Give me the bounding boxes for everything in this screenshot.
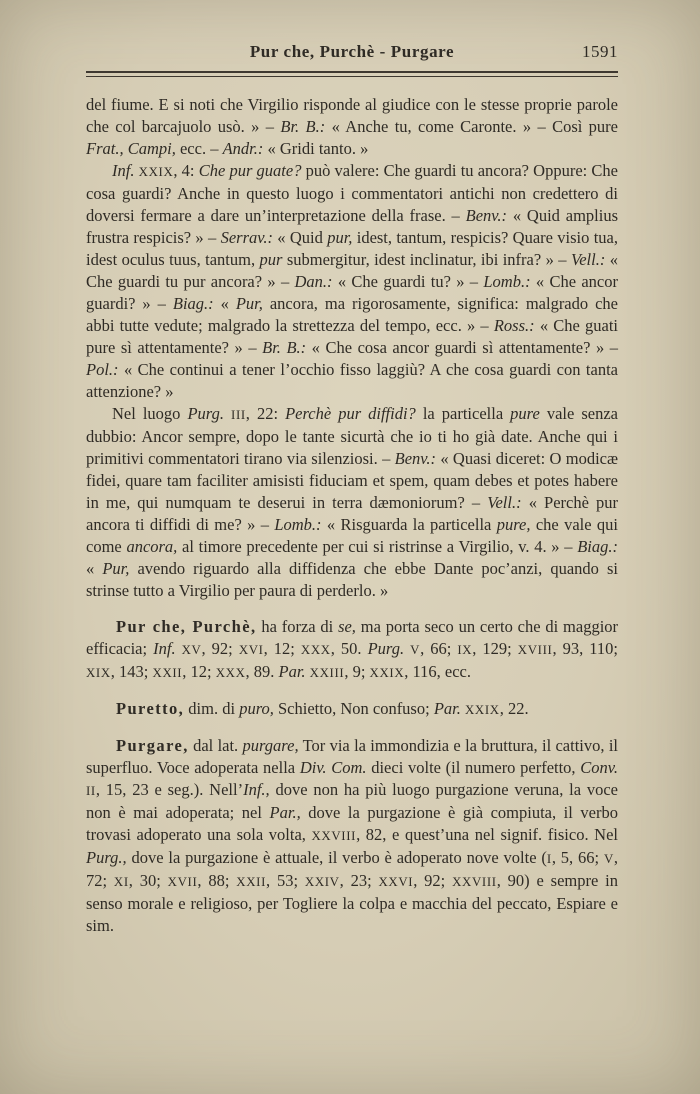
text-segment: che vale qui come (86, 515, 618, 556)
text-segment: , 22. (499, 699, 529, 718)
text-segment: « Anche tu, come Caronte. » – Così pure (325, 117, 619, 136)
text-segment: « Gridi tanto. » (263, 139, 369, 158)
text-segment: idest, tantum, respicis? Quare visio tua, idest oculus tuus, tantum, (86, 228, 618, 269)
text-segment: Tor via la immondizia e la bruttura, il cattivo, il superfluo. Voce adoperata nella (86, 736, 618, 777)
text-segment: II (86, 784, 96, 798)
text-segment: pure, (496, 515, 531, 534)
text-segment: « (86, 559, 103, 578)
text-segment: , 5, 66; (551, 848, 604, 867)
text-segment: del fiume. E si noti che Virgilio risponde al giudice con le stesse proprie parole che col barcajuolo usò. » – (86, 95, 618, 136)
text-segment: dove la purgazione è attuale, il verbo è adoperato nove volte ( (126, 848, 547, 867)
text-segment: avendo riguardo alla diffidenza che ebbe Dante poc’anzi, quando si strinse tutto a Virgilio per paura di perderlo. » (86, 559, 618, 600)
text-segment: XV (181, 643, 202, 657)
entry-purgare (86, 735, 618, 937)
text-segment: , 15, 23 e seg.). Nell’ (95, 780, 244, 799)
text-segment: dove non ha più luogo purgazione veruna, la voce non è mai adoperata; nel (86, 780, 619, 822)
text-segment: XXIX (138, 165, 174, 179)
text-segment: ecc. – (175, 139, 223, 158)
entry-headword: Pur che, Purchè, (116, 617, 257, 636)
text-segment: la particella (415, 404, 511, 423)
text-segment: Andr.: (222, 139, 264, 158)
text-segment: , 88; (197, 871, 237, 890)
text-segment: , 93, 110; (552, 639, 619, 658)
text-segment: Che pur guate? (198, 161, 302, 180)
rule-line-thick (86, 71, 618, 73)
text-segment: Vell.: (487, 493, 522, 512)
text-segment: XXX (215, 666, 246, 680)
text-segment: , 143; (110, 662, 153, 681)
text-segment: Pol.: (86, 360, 119, 379)
text-segment: « Che guardi tu pur ancora? » – (86, 250, 618, 291)
text-segment: dim. di (184, 699, 240, 718)
text-segment: XXIV (304, 875, 340, 889)
text-segment: , 129; (472, 639, 518, 658)
text-segment: Vell.: (570, 250, 606, 269)
text-segment: Br. B.: (280, 117, 326, 136)
text-segment: Lomb.: (483, 272, 531, 291)
text-segment: Conv. (580, 758, 618, 777)
page-number: 1591 (582, 42, 618, 61)
text-segment: , 50. (330, 639, 368, 658)
text-segment: « Quid (272, 228, 328, 247)
text-segment: , 66; (420, 639, 458, 658)
text-segment: Purg. (367, 639, 405, 658)
text-segment: XXVIII (452, 875, 497, 889)
text-segment (224, 404, 231, 423)
text-segment: Purg., (86, 848, 127, 867)
text-segment: Frat., Campi, (86, 139, 176, 158)
text-segment: al timore precedente per cui si ristrinse a Virgilio, v. 4. » – (177, 537, 578, 556)
text-segment: XXIX (465, 703, 500, 717)
text-segment: Dan.: (294, 272, 333, 291)
text-segment: Inf. (112, 161, 135, 180)
paragraph-inf-xxix (86, 160, 618, 403)
text-segment: XIX (86, 666, 111, 680)
text-segment: XXVI (378, 875, 414, 889)
text-segment: XVI (238, 643, 264, 657)
text-segment: , 12; (263, 639, 301, 658)
text-segment: Br. B.: (262, 338, 307, 357)
header-double-rule (86, 71, 618, 77)
text-segment: XVII (167, 875, 198, 889)
entry-pur-che-purche (86, 616, 618, 684)
text-segment: IX (457, 643, 473, 657)
entry-headword: Purgare, (116, 736, 189, 755)
text-segment: XXII (152, 666, 183, 680)
text-segment: puro, (239, 699, 274, 718)
text-segment: , 12; (182, 662, 216, 681)
text-segment: dove la purgazione è già compiuta, il verbo trovasi adoperato una sola volta, (86, 803, 618, 844)
text-segment: può valere: Che guardi tu ancora? Oppure: Che cosa guardi? Anche in questo luogo i commentatori antichi non credettero di doversi fermare a dare un’interpretazione della frase. – (86, 161, 618, 225)
text-block (86, 94, 618, 937)
text-segment: , 116, ecc. (404, 662, 471, 681)
text-segment: « Che guati pure sì attentamente? » – (86, 316, 618, 357)
text-segment: XXIII (309, 666, 345, 680)
text-segment: , 82, e quest’una nel signif. fisico. Nel (356, 825, 618, 844)
text-segment: XXX (300, 643, 331, 657)
text-segment: , 30; (128, 871, 168, 890)
text-segment: « Che cosa ancor guardi sì attentamente? » – (306, 338, 618, 357)
paragraph-continuation (86, 94, 618, 160)
text-segment: Biag.: (577, 537, 618, 556)
text-segment: submergitur, idest inclinatur, ibi infra? » – (282, 250, 571, 269)
text-segment: « Che continui a tener l’occhio fisso laggiù? A che cosa guardi con tanta attenzione? » (86, 360, 618, 401)
text-segment: Serrav.: (220, 228, 273, 247)
text-segment: « (213, 294, 236, 313)
text-segment: , 72; (86, 848, 618, 890)
text-segment: Par. (433, 699, 461, 718)
text-segment: Inf., (243, 780, 270, 799)
text-segment: , 90) e sempre in senso morale e religioso, per Togliere la colpa e macchia del peccato, Espiare e sim. (86, 871, 618, 935)
text-segment: vale senza dubbio: Ancor sempre, dopo le tante sicurtà che io ti ho già date. Anche qui i primitivi commentatori tirano via silenziosi. – (86, 404, 618, 468)
text-segment: , 92; (201, 639, 239, 658)
text-segment: Benv.: (394, 449, 437, 468)
text-segment: Benv.: (465, 206, 508, 225)
text-segment: XI (113, 875, 129, 889)
text-segment: « Che guardi tu? » – (332, 272, 484, 291)
text-segment: se, (338, 617, 356, 636)
text-segment: ha forza di (256, 617, 339, 636)
text-segment: Div. Com. (299, 758, 367, 777)
text-segment: Biag.: (172, 294, 214, 313)
rule-line-thin (86, 76, 618, 77)
text-segment: Pur, (235, 294, 263, 313)
text-segment: Purg. (187, 404, 224, 423)
text-segment: XVIII (517, 643, 553, 657)
text-segment: , 89. (245, 662, 279, 681)
text-segment: I (546, 852, 552, 866)
text-segment: XXIX (369, 666, 405, 680)
text-segment: Lomb.: (274, 515, 322, 534)
text-segment: ma porta seco un certo che di maggior efficacia; (86, 617, 619, 658)
text-segment: , 22: (245, 404, 286, 423)
entry-puretto (86, 698, 618, 721)
text-segment: « Che ancor guardi? » – (86, 272, 618, 313)
text-segment: , 53; (266, 871, 305, 890)
running-header (86, 42, 618, 62)
text-segment: , 9; (344, 662, 370, 681)
text-segment: dal lat. (188, 736, 243, 755)
text-segment: « Quasi diceret: O modicæ fidei, quare tam faciliter amisisti fiduciam et spem, quam debes et potes habere in me, qui numquam te deserui in terra dæmoniorum? – (86, 449, 618, 512)
text-segment: « Quid amplius frustra respicis? » – (86, 206, 618, 247)
text-segment: V (410, 643, 421, 657)
text-segment: « Perchè pur ancora ti diffidi di me? » – (86, 493, 618, 534)
text-segment: , 23; (339, 871, 379, 890)
text-segment: ancora, (126, 537, 178, 556)
text-segment: Perchè pur diffidi? (285, 404, 416, 423)
text-segment: pure (510, 404, 540, 423)
text-segment: Inf. (153, 639, 176, 658)
text-segment: III (231, 408, 246, 422)
entry-headword: Puretto, (116, 699, 185, 718)
text-segment: ancora, ma rigorosamente, significa: malgrado che abbi tutte vedute; malgrado la strettezza del tempo, ecc. » – (86, 294, 618, 335)
paragraph-purg-iii (86, 403, 618, 602)
text-segment: Schietto, Non confuso; (273, 699, 434, 718)
text-segment: XXVIII (311, 829, 357, 843)
text-segment: pur (259, 250, 283, 269)
text-segment: XXII (236, 875, 266, 889)
text-segment: , 92; (413, 871, 453, 890)
text-segment: Par., (269, 803, 301, 822)
text-segment: Pur, (102, 559, 130, 578)
text-segment: « Risguarda la particella (321, 515, 497, 534)
text-segment: dieci volte (il numero perfetto, (366, 758, 581, 777)
text-segment: pur, (327, 228, 353, 247)
running-header-title: Pur che, Purchè - Purgare (249, 42, 455, 61)
text-segment: , 4: (173, 161, 199, 180)
text-segment: Ross.: (493, 316, 535, 335)
text-segment: Par. (278, 662, 306, 681)
text-segment: purgare, (242, 736, 299, 755)
text-segment: V (603, 852, 614, 866)
text-segment: Nel luogo (112, 404, 188, 423)
